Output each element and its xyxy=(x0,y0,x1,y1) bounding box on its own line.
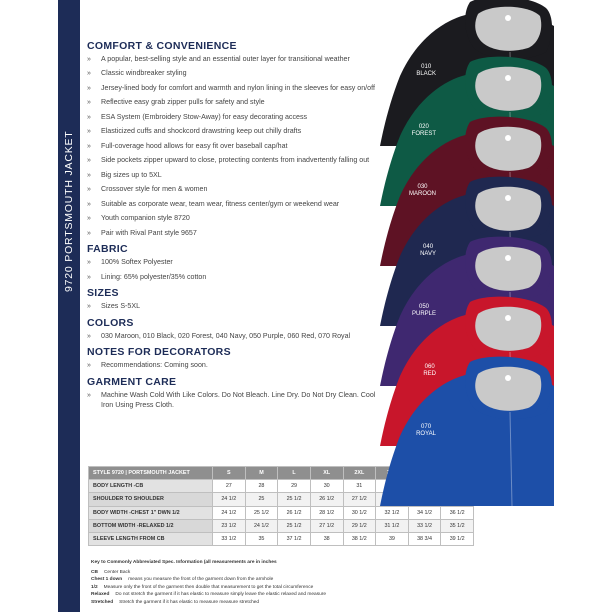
measurement-value: 35 xyxy=(245,532,278,545)
measurement-value: 30 xyxy=(310,480,343,493)
key-description: Do not stretch the garment if it has elastic to measure simply leave the elastic relaxed and measure xyxy=(115,592,327,597)
bullet-item: » Sizes S-5XL xyxy=(87,302,383,312)
measurement-value: 27 xyxy=(213,480,246,493)
color-name: RED xyxy=(423,371,436,378)
measurement-value: 33 1/2 xyxy=(213,532,246,545)
measurement-value: 37 1/2 xyxy=(278,532,311,545)
spec-key-title: Key to Commonly Abbreviated Spec. Information (all measurements are in inches xyxy=(91,560,277,565)
bullet-item: » Pair with Rival Pant style 9657 xyxy=(87,229,383,239)
bullet-item: » Youth companion style 8720 xyxy=(87,214,383,224)
bullet-list xyxy=(87,302,383,312)
measurement-value: 31 xyxy=(343,480,376,493)
measurement-value: 32 1/2 xyxy=(376,506,409,519)
bullet-item: » Full-coverage hood allows for easy fit over baseball cap/hat xyxy=(87,142,383,152)
bullet-item: » Reflective easy grab zipper pulls for safety and style xyxy=(87,98,383,108)
key-term: Chest 1 down xyxy=(91,577,123,582)
measurement-value: 29 xyxy=(278,480,311,493)
key-description: means you measure the front of the garment down from the armhole xyxy=(128,577,274,582)
measurement-value: 36 1/2 xyxy=(441,506,474,519)
color-name: PURPLE xyxy=(411,311,436,318)
measurement-value: 26 1/2 xyxy=(310,493,343,506)
measurement-label: SHOULDER TO SHOULDER xyxy=(89,493,213,506)
color-label xyxy=(416,424,436,439)
measurement-value: 27 1/2 xyxy=(310,519,343,532)
measurement-value: 34 1/2 xyxy=(408,506,441,519)
bullet-item: » Classic windbreaker styling xyxy=(87,69,383,79)
table-header-cell: M xyxy=(245,467,278,480)
bullet-item: » Side pockets zipper upward to close, protecting contents from inadvertently falling out xyxy=(87,156,383,166)
key-row xyxy=(91,576,391,584)
measurement-value: 30 1/2 xyxy=(343,506,376,519)
measurement-value: 27 1/2 xyxy=(343,493,376,506)
key-row xyxy=(91,599,391,607)
bullet-list xyxy=(87,391,383,411)
bullet-item: » A popular, best-selling style and an essential outer layer for transitional weather xyxy=(87,55,383,65)
measurement-value: 25 1/2 xyxy=(278,493,311,506)
color-code: 020 xyxy=(418,124,429,130)
bullet-list xyxy=(87,332,383,342)
measurement-value: 24 1/2 xyxy=(213,493,246,506)
measurement-value: 28 1/2 xyxy=(310,506,343,519)
key-row xyxy=(91,569,391,577)
measurement-value: 31 1/2 xyxy=(376,519,409,532)
color-code: 060 xyxy=(424,364,435,370)
color-name: FOREST xyxy=(411,131,436,138)
measurement-value: 38 xyxy=(310,532,343,545)
bullet-item: » Elasticized cuffs and shockcord drawstring keep out chilly drafts xyxy=(87,127,383,137)
measurement-value: 39 1/2 xyxy=(441,532,474,545)
color-name: ROYAL xyxy=(416,431,436,438)
key-description: Center Back xyxy=(103,569,131,575)
section-heading: COLORS xyxy=(87,316,134,329)
key-term: 1/2 xyxy=(91,584,98,590)
measurement-value: 25 xyxy=(245,493,278,506)
sidebar-title: 9720 PORTSMOUTH JACKET xyxy=(63,130,75,292)
color-name: BLACK xyxy=(416,71,436,78)
bullet-item: » Recommendations: Coming soon. xyxy=(87,361,383,371)
table-row xyxy=(89,519,474,532)
bullet-item: » Crossover style for men & women xyxy=(87,185,383,195)
color-code: 070 xyxy=(421,424,432,430)
section-heading: COMFORT & CONVENIENCE xyxy=(87,40,237,52)
jacket-color-stack xyxy=(378,0,554,560)
key-description: Measure only the front of the garment then double that measurement to get the total circumference xyxy=(103,584,314,590)
key-term: CB xyxy=(91,569,98,575)
measurement-value: 23 1/2 xyxy=(213,519,246,532)
bullet-item: » Jersey-lined body for comfort and warmth and nylon lining in the sleeves for easy on/off xyxy=(87,84,383,94)
key-row xyxy=(91,584,391,592)
table-row xyxy=(89,532,474,545)
bullet-item: » Machine Wash Cold With Like Colors. Do Not Bleach. Line Dry. Do Not Dry Clean. Cool Iron Using Press Cloth. xyxy=(87,391,383,411)
spec-key xyxy=(91,559,391,606)
bullet-item: » Suitable as corporate wear, team wear, fitness center/gym or weekend wear xyxy=(87,200,383,210)
jacket-illustration xyxy=(378,356,554,506)
bullet-item: » Lining: 65% polyester/35% cotton xyxy=(87,273,383,283)
measurement-value: 29 1/2 xyxy=(343,519,376,532)
bullet-item: » ESA System (Embroidery Stow-Away) for easy decorating access xyxy=(87,113,383,123)
sidebar xyxy=(58,0,80,612)
measurement-value: 35 1/2 xyxy=(441,519,474,532)
color-code: 010 xyxy=(421,64,432,70)
bullet-item: » Big sizes up to 5XL xyxy=(87,171,383,181)
bullet-list xyxy=(87,55,383,239)
key-row xyxy=(91,591,391,599)
table-header-cell: XL xyxy=(310,467,343,480)
measurement-value: 25 1/2 xyxy=(245,506,278,519)
measurement-value: 38 3/4 xyxy=(408,532,441,545)
bullet-item: » 100% Softex Polyester xyxy=(87,258,383,268)
color-code: 040 xyxy=(423,244,434,250)
measurement-value: 28 xyxy=(245,480,278,493)
measurement-value: 24 1/2 xyxy=(213,506,246,519)
measurement-value: 38 1/2 xyxy=(343,532,376,545)
key-term: Stretched xyxy=(91,599,114,605)
jacket-royal xyxy=(378,356,554,486)
measurement-value: 33 1/2 xyxy=(408,519,441,532)
measurement-value: 24 1/2 xyxy=(245,519,278,532)
table-header-cell: S xyxy=(213,467,246,480)
table-header-cell: STYLE 9720 | PORTSMOUTH JACKET xyxy=(89,467,213,480)
measurement-value: 39 xyxy=(376,532,409,545)
table-header-cell: 2XL xyxy=(343,467,376,480)
section-heading: SIZES xyxy=(87,287,119,300)
table-row xyxy=(89,506,474,519)
bullet-list xyxy=(87,361,383,371)
measurement-value: 26 1/2 xyxy=(278,506,311,519)
section-heading: NOTES FOR DECORATORS xyxy=(87,346,231,359)
measurement-value: 25 1/2 xyxy=(278,519,311,532)
bullet-item: » 030 Maroon, 010 Black, 020 Forest, 040 Navy, 050 Purple, 060 Red, 070 Royal xyxy=(87,332,383,342)
color-name: NAVY xyxy=(420,251,436,258)
measurement-label: BOTTOM WIDTH -RELAXED 1/2 xyxy=(89,519,213,532)
key-term: Relaxed xyxy=(91,592,110,597)
measurement-label: BODY LENGTH -CB xyxy=(89,480,213,493)
section-heading: FABRIC xyxy=(87,243,128,256)
section-heading: GARMENT CARE xyxy=(87,375,177,388)
bullet-list xyxy=(87,258,383,282)
color-name: MAROON xyxy=(409,191,436,198)
product-features xyxy=(87,40,383,415)
color-code: 030 xyxy=(417,184,428,190)
measurement-label: BODY WIDTH -CHEST 1" DWN 1/2 xyxy=(89,506,213,519)
table-header-cell: L xyxy=(278,467,311,480)
color-code: 050 xyxy=(418,304,429,310)
measurement-label: SLEEVE LENGTH FROM CB xyxy=(89,532,213,545)
key-description: Stretch the garment if it has elastic to measure measure stretched xyxy=(119,599,260,605)
